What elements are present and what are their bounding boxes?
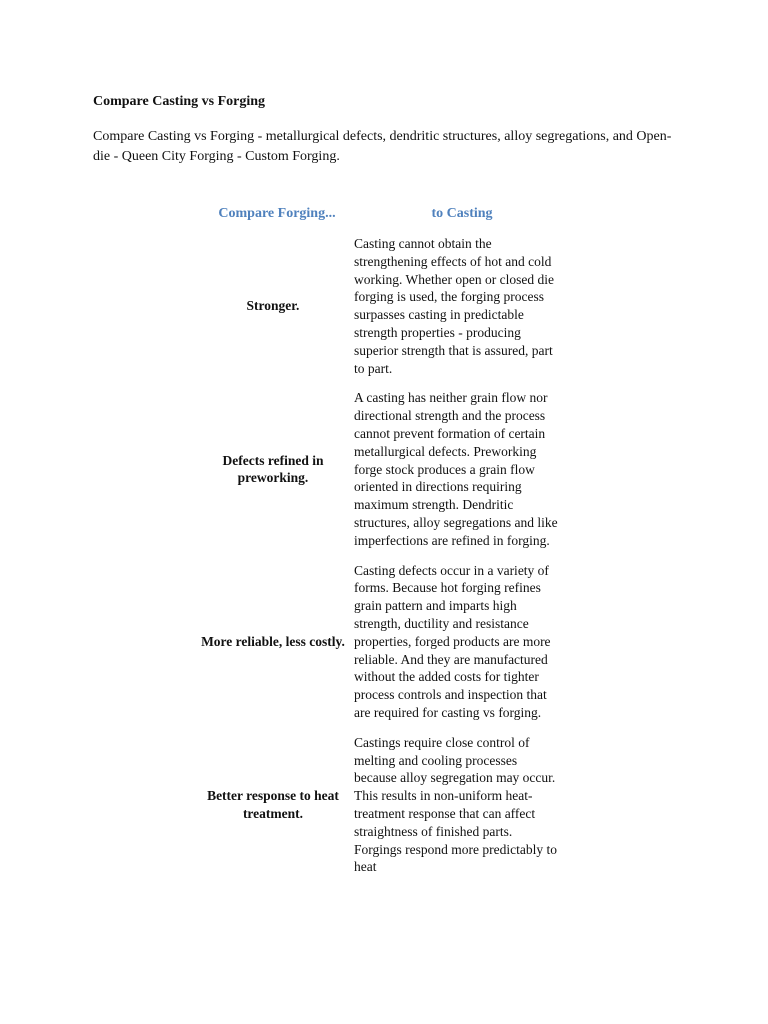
row-text-reliable: Casting defects occur in a variety of forms. Because hot forging refines grain pattern and imparts high strength, ductility and resistance properties, forged products are more reliable. And they are manufactured without the added costs for tighter process controls and inspection that are required for casting vs forging. — [354, 562, 551, 720]
row-label-defects: Defects refined in preworking. — [222, 452, 324, 486]
row-label-heat-treatment: Better response to heat treatment. — [207, 788, 339, 821]
table-row — [200, 562, 570, 734]
row-text-stronger: Casting cannot obtain the strengthening effects of hot and cold working. Whether open or closed die forging is used, the forging process surpasses casting in predictable strength properties - producing superior strength that is assured, part to part. — [354, 236, 554, 376]
table-row — [200, 235, 570, 389]
row-label-reliable: More reliable, less costly. — [201, 633, 345, 649]
row-text-defects: A casting has neither grain flow nor directional strength and the process cannot prevent formation of certain metallurgical defects. Preworking forge stock produces a grain flow oriented in directions requiring maximum strength. Dendritic structures, alloy segregations and like imperfections are refined in forging. — [354, 390, 558, 548]
table-row — [200, 389, 570, 561]
page-title: Compare Casting vs Forging — [93, 94, 266, 109]
row-label-stronger: Stronger. — [246, 298, 300, 314]
header-to-casting: to Casting — [431, 206, 493, 221]
comparison-table — [200, 205, 570, 888]
table-row — [200, 734, 570, 888]
intro-paragraph: Compare Casting vs Forging - metallurgical defects, dendritic structures, alloy segregations, and Open-die - Queen City Forging - Custom Forging. — [93, 129, 672, 164]
header-compare-forging: Compare Forging... — [218, 206, 336, 221]
row-text-heat-treatment: Castings require close control of melting and cooling processes because alloy segregation may occur. This results in non-uniform heat-treatment response that can affect straightness of finished parts. Forgings respond more predictably to heat — [354, 734, 557, 875]
table-header-row — [200, 205, 570, 235]
